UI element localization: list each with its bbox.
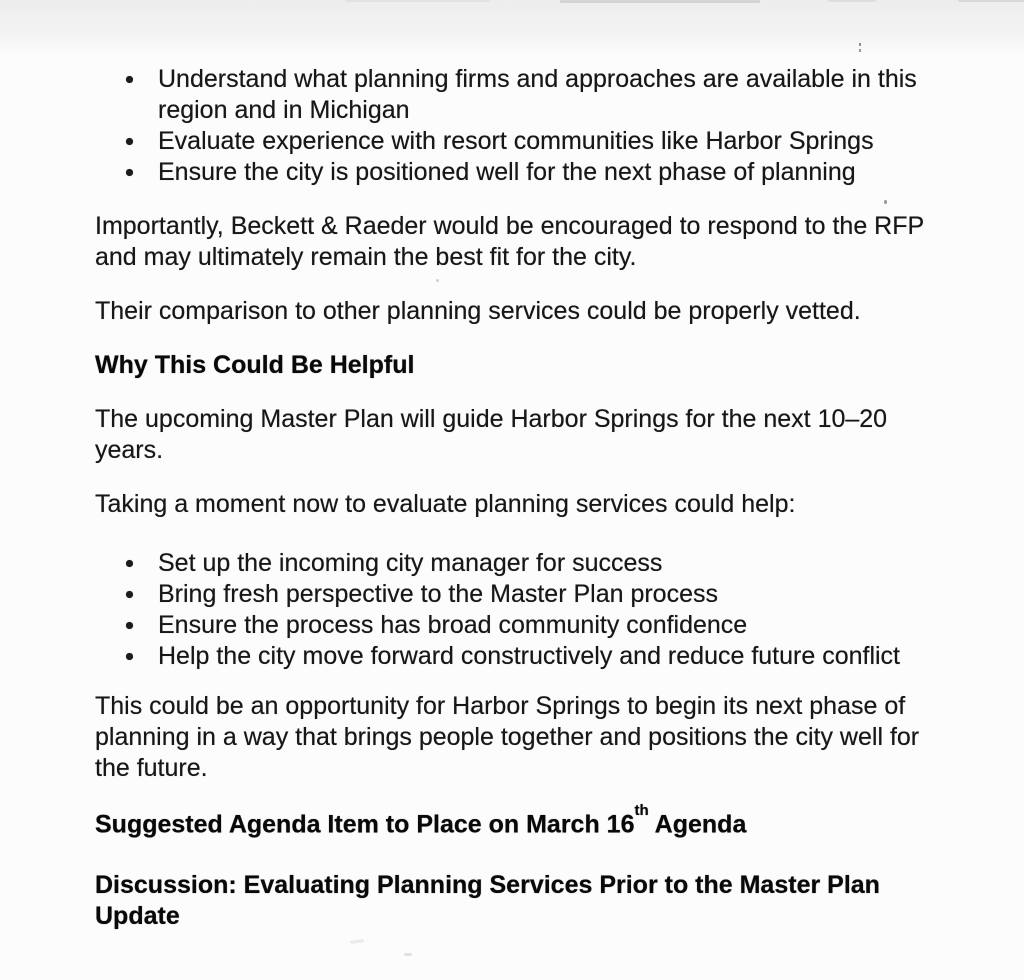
document-content xyxy=(95,64,941,955)
paragraph-comparison: Their comparison to other planning services could be properly vetted. xyxy=(95,297,861,325)
bullet-item-goal-2: Evaluate experience with resort communities like Harbor Springs xyxy=(95,126,941,157)
scan-edge-artifact xyxy=(828,0,876,2)
scan-top-band xyxy=(0,0,1024,57)
scan-speck xyxy=(859,43,861,46)
heading-discussion: Discussion: Evaluating Planning Services Prior to the Master Plan Update xyxy=(95,871,880,931)
heading-agenda-prefix: Suggested Agenda Item to Place on March 16 xyxy=(95,810,635,839)
bullet-item-goal-3: Ensure the city is positioned well for the next phase of planning xyxy=(95,157,941,188)
heading-agenda xyxy=(95,803,941,840)
bullet-item-benefit-3: Ensure the process has broad community confidence xyxy=(95,610,941,641)
heading-why-helpful: Why This Could Be Helpful xyxy=(95,351,415,379)
bullet-item-benefit-2: Bring fresh perspective to the Master Plan process xyxy=(95,579,941,610)
bullet-item-benefit-4: Help the city move forward constructively and reduce future conflict xyxy=(95,641,941,672)
paragraph-importantly: Importantly, Beckett & Raeder would be encouraged to respond to the RFP and may ultimately remain the best fit for the city. xyxy=(95,212,924,271)
scan-edge-artifact xyxy=(560,0,760,3)
paragraph-master-plan: The upcoming Master Plan will guide Harbor Springs for the next 10–20 years. xyxy=(95,405,888,464)
heading-agenda-suffix: Agenda xyxy=(648,810,747,839)
scan-edge-artifact xyxy=(345,0,490,2)
paragraph-taking-moment: Taking a moment now to evaluate planning services could help: xyxy=(95,490,796,518)
bullet-item-goal-1: Understand what planning firms and approaches are available in this region and in Michigan xyxy=(95,64,941,126)
heading-agenda-superscript: th xyxy=(634,802,649,819)
goals-bullet-list xyxy=(95,64,941,188)
scan-edge-artifact xyxy=(958,0,1024,2)
bullet-item-benefit-1: Set up the incoming city manager for success xyxy=(95,548,941,579)
benefits-bullet-list xyxy=(95,548,941,672)
paragraph-opportunity: This could be an opportunity for Harbor Springs to begin its next phase of planning in a way that brings people together and positions the city well for the future. xyxy=(95,692,920,782)
